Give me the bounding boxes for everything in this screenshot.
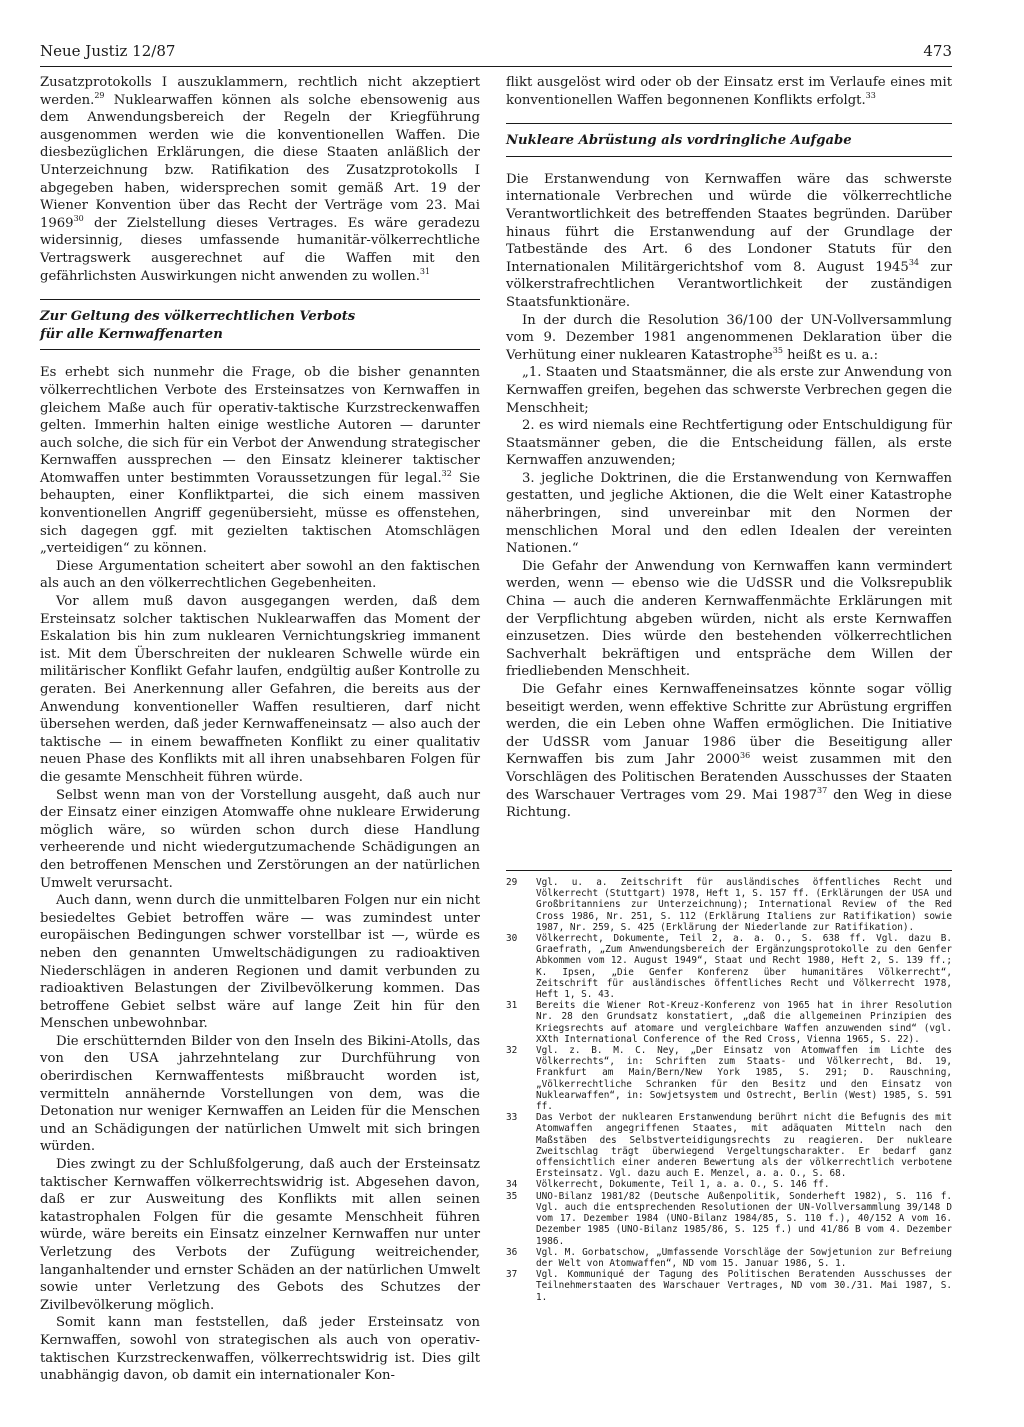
quote-item: „1. Staaten und Staatsmänner, die als erste zur Anwendung von Kernwaffen greifen, begehen das schwerste Verbrechen gegen die Menschheit; xyxy=(506,365,952,416)
footnote-text: Völkerrecht, Dokumente, Teil 1, a. a. O., S. 146 ff. xyxy=(536,1179,830,1191)
footnote-text: UNO-Bilanz 1981/82 (Deutsche Außenpolitik, Sonderheft 1982), S. 116 f. Vgl. auch die entsprechenden Resolutionen der UN-Vollversammlung 39/148 D vom 17. Dezember 1984 (UNO-Bilanz 1984/85, S. 110 f.), 40/152 A vom 16. Dezember 1985 (UNO-Bilanz 1985/86, S. 125 f.) und 41/86 B vom 4. Dezember 1986. xyxy=(536,1190,952,1247)
paragraph: Es erhebt sich nunmehr die Frage, ob die bisher genannten völkerrechtlichen Verbote des Ersteinsatzes von Kernwaffen in gleichem Maße auch für operativ-taktische Kurzstreckenwaffen gelten. Immerhin halten einige westliche Autoren — darunter auch solche, die sich für ein Verbot der Anwendung strategischer Kernwaffen aussprechen — den Einsatz kleinerer taktischer Atomwaffen unter bestimmten Voraussetzungen für legal.$^{32}$ Sie behaupten, einer Konfliktpartei, die sich einem massiven konventionellen Angriff gegenübersieht, müsse es offenstehen, sich dagegen ggf. mit gezielten taktischen Atomschlägen „verteidigen“ zu können. xyxy=(40,365,481,557)
footnote-ref: 29 xyxy=(94,91,105,101)
footnote xyxy=(506,877,952,933)
footnote-number: 33 xyxy=(506,1112,518,1124)
paragraph: Zusatzprotokolls I auszuklammern, rechtlich nicht akzeptiert werden.$^{29}$ Nuklearwaffen können als solche ebensowenig aus dem Anwendungsbereich der Regeln der Kriegführung ausgenommen werden wie die konventionellen Waffen. Die diesbezüglichen Erklärungen, die diese Staaten anläßlich der Unterzeichnung bzw. Ratifikation des Zusatzprotokolls I abgegeben haben, widersprechen somit gemäß Art. 19 der Wiener Konvention über das Recht der Verträge vom 23. Mai 1969$^{30}$ der Zielstellung dieses Vertrages. Es wäre geradezu widersinnig, dieses umfassende humanitär-völkerrechtliche Vertragswerk ausgerechnet auf die Waffen mit den gefährlichsten Auswirkungen nicht anwenden zu wollen.$^{31}$ xyxy=(40,75,480,284)
footnote-number: 35 xyxy=(506,1190,518,1202)
footnote-ref: 32 xyxy=(441,469,452,479)
left-column xyxy=(40,74,480,1385)
footnote xyxy=(506,1269,952,1303)
footnote-number: 34 xyxy=(506,1179,518,1191)
paragraph: Selbst wenn man von der Vorstellung ausgeht, daß auch nur der Einsatz einer einzigen Atomwaffe ohne nukleare Erwiderung möglich wäre, so würden schon durch diese Handlung verheerende und nicht wiedergutzumachende Schädigungen an den betroffenen Menschen und Zerstörungen an der natürlichen Umwelt verursacht. xyxy=(40,787,480,891)
paragraph: In der durch die Resolution 36/100 der UN-Vollversammlung vom 9. Dezember 1981 angenommenen Deklaration über die Verhütung einer nuklearen Katastrophe$^{35}$ heißt es u. a.: xyxy=(506,312,952,363)
footnote-text: Vgl. M. Gorbatschow, „Umfassende Vorschläge der Sowjetunion zur Befreiung der Welt von Atomwaffen“, ND vom 15. Januar 1986, S. 1. xyxy=(536,1246,952,1269)
footnote xyxy=(506,1045,952,1112)
footnote-text: Vgl. u. a. Zeitschrift für ausländisches öffentliches Recht und Völkerrecht (Stuttgart) 1978, Heft 1, S. 157 ff. (Erklärungen der USA und Großbritanniens zur Unterzeichnung); International Review of the Red Cross 1986, Nr. 251, S. 112 (Erklärung Italiens zur Ratifikation) sowie 1987, Nr. 259, S. 425 (Erklärung der Niederlande zur Ratifikation). xyxy=(536,877,952,933)
footnote xyxy=(506,1191,952,1247)
footnote-number: 31 xyxy=(506,1000,518,1012)
quote-item: 2. es wird niemals eine Rechtfertigung oder Entschuldigung für Staatsmänner geben, die die Entscheidung fällen, als erste Kernwaffen anzuwenden; xyxy=(506,418,952,469)
footnote-ref: 31 xyxy=(419,267,431,277)
footnote-ref: 35 xyxy=(772,346,783,356)
paragraph: Vor allem muß davon ausgegangen werden, daß dem Ersteinsatz solcher taktischen Nuklearwaffen das Moment der Eskalation bis hin zum nuklearen Vernichtungskrieg immanent ist. Mit dem Überschreiten der nuklearen Schwelle würde ein militärischer Konflikt Gefahr laufen, endgültig außer Kontrolle zu geraten. Bei Anerkennung aller Gefahren, die bereits aus der Anwendung konventioneller Waffen resultieren, darf nicht übersehen werden, daß jeder Kernwaffeneinsatz — also auch der taktische — in einem bewaffneten Konflikt zu einer qualitativ neuen Phase des Konflikts mit all ihren unabsehbaren Folgen für die gesamte Menschheit führen würde. xyxy=(40,594,480,785)
footnote-ref: 33 xyxy=(865,91,876,101)
footnote xyxy=(506,1247,952,1269)
paragraph: Auch dann, wenn durch die unmittelbaren Folgen nur ein nicht besiedeltes Gebiet betroffen wäre — was zumindest unter europäischen Bedingungen schwer vorstellbar ist —, würde es neben den genannten Umweltschädigungen zu radioaktiven Niederschlägen in anderen Regionen und damit verbunden zu radioaktiven Belastungen der Zivilbevölkerung kommen. Das betroffene Gebiet selbst wäre auf lange Zeit hin für den Menschen unbewohnbar. xyxy=(40,893,480,1032)
footnotes xyxy=(506,870,952,1303)
footnote-number: 29 xyxy=(506,877,518,888)
footnote-number: 37 xyxy=(506,1269,518,1281)
footnote-text: Vgl. z. B. M. C. Ney, „Der Einsatz von Atomwaffen im Lichte des Völkerrechts“, in: Schriften zum Staats- und Völkerrecht, Bd. 19, Frankfurt am Main/Bern/New York 1985, S. 291; D. Rauschning, „Völkerrechtliche Schranken für den Besitz und den Einsatz von Nuklearwaffen“, in: Sowjetsystem und Ostrecht, Berlin (West) 1985, S. 591 ff. xyxy=(536,1045,952,1113)
paragraph: flikt ausgelöst wird oder ob der Einsatz erst im Verlaufe eines mit konventionellen Waffen begonnenen Konflikts erfolgt.$^{33}$ xyxy=(506,75,952,108)
footnote-text: Das Verbot der nuklearen Erstanwendung berührt nicht die Befugnis des mit Atomwaffen angegriffenen Staates, mit adäquaten Mitteln nach den Maßstäben des Selbstverteidigungsrechts zu reagieren. Der nukleare Zweitschlag trägt überwiegend Vergeltungscharakter. Er bedarf ganz offensichtlich einer anderen Bewertung als der völkerrechtlich verbotene Ersteinsatz. Vgl. dazu auch E. Menzel, a. a. O., S. 68. xyxy=(536,1112,952,1180)
section-heading: Zur Geltung des völkerrechtlichen Verbots für alle Kernwaffenarten xyxy=(40,299,480,350)
paragraph: Diese Argumentation scheitert aber sowohl an den faktischen als auch an den völkerrechtlichen Gegebenheiten. xyxy=(40,558,480,592)
quote-item: 3. jegliche Doktrinen, die die Erstanwendung von Kernwaffen gestatten, und jegliche Aktionen, die die Welt einer Katastrophe näherbringen, sind unvereinbar mit den Normen der menschlichen Moral und den edlen Idealen der vereinten Nationen.“ xyxy=(506,470,952,557)
footnote-number: 32 xyxy=(506,1045,518,1057)
footnote-number: 30 xyxy=(506,933,518,945)
paragraph: Somit kann man feststellen, daß jeder Ersteinsatz von Kernwaffen, sowohl von strategischen als auch von operativ-taktischen Kurzstreckenwaffen, völkerrechtswidrig ist. Dies gilt unabhängig davon, ob damit ein internationaler Kon- xyxy=(40,1315,480,1384)
footnote-number: 36 xyxy=(506,1246,518,1258)
footnote-text: Völkerrecht, Dokumente, Teil 2, a. a. O., S. 638 ff. Vgl. dazu B. Graefrath, „Zum Anwendungsbereich der Ergänzungsprotokolle zu den Genfer Abkommen vom 12. August 1949“, Staat und Recht 1980, Heft 2, S. 139 ff.; K. Ipsen, „Die Genfer Konferenz über humanitäres Völkerrecht“, Zeitschrift für ausländisches öffentliches Recht und Völkerrecht 1978, Heft 1, S. 43. xyxy=(536,933,952,1001)
page-header xyxy=(40,40,952,68)
page-number: 473 xyxy=(923,42,952,60)
footnote xyxy=(506,1000,952,1045)
header-rule xyxy=(40,66,952,67)
footnote-ref: 30 xyxy=(73,214,84,224)
paragraph: Die Gefahr eines Kernwaffeneinsatzes könnte sogar völlig beseitigt werden, wenn effektive Schritte zur Abrüstung ergriffen werden, die ein Leben ohne Waffen ermöglichen. Die Initiative der UdSSR vom Januar 1986 über die Beseitigung aller Kernwaffen bis zum Jahr 2000$^{36}$ weist zusammen mit den Vorschlägen des Politischen Beratenden Ausschusses der Staaten des Warschauer Vertrages vom 29. Mai 1987$^{37}$ den Weg in diese Richtung. xyxy=(506,682,952,821)
paragraph: Die Gefahr der Anwendung von Kernwaffen kann vermindert werden, wenn — ebenso wie die UdSSR und die Volksrepublik China — auch die anderen Kernwaffenmächte Erklärungen mit der Verpflichtung abgeben würden, nicht als erste Kernwaffen einzusetzen. Dies würde den bestehenden völkerrechtlichen Sachverhalt bekräftigen und entspräche dem Willen der friedliebenden Menschheit. xyxy=(506,558,952,680)
right-column xyxy=(506,74,952,822)
footnote xyxy=(506,1179,952,1190)
footnote-text: Vgl. Kommuniqué der Tagung des Politischen Beratenden Ausschusses der Teilnehmerstaaten des Warschauer Vertrages, ND vom 30./31. Mai 1987, S. 1. xyxy=(536,1269,952,1303)
footnote xyxy=(506,1112,952,1179)
footnote-ref: 34 xyxy=(908,258,919,268)
footnote-ref: 37 xyxy=(817,786,828,796)
journal-title: Neue Justiz 12/87 xyxy=(40,42,176,60)
paragraph: Die erschütternden Bilder von den Inseln des Bikini-Atolls, das von den USA jahrzehntelang zur Durchführung von oberirdischen Kernwaffentests mißbraucht worden ist, vermitteln annähernde Vorstellungen von dem, was die Detonation nur weniger Kernwaffen an Leiden für die Menschen und an Schädigungen der natürlichen Umwelt mit sich bringen würden. xyxy=(40,1033,480,1155)
paragraph: Die Erstanwendung von Kernwaffen wäre das schwerste internationale Verbrechen und würde die völkerrechtliche Verantwortlichkeit des betreffenden Staates begründen. Darüber hinaus führt die Erstanwendung auf der Grundlage der Tatbestände des Art. 6 des Londoner Statuts für den Internationalen Militärgerichtshof vom 8. August 1945$^{34}$ zur völkerstrafrechtlichen Verantwortlichkeit der zuständigen Staatsfunktionäre. xyxy=(506,171,953,310)
paragraph: Dies zwingt zu der Schlußfolgerung, daß auch der Ersteinsatz taktischer Kernwaffen völkerrechtswidrig ist. Abgesehen davon, daß er zur Ausweitung des Konflikts mit allen seinen katastrophalen Folgen für die gesamte Menschheit führen würde, wäre bereits ein Einsatz einzelner Kernwaffen nur unter Verletzung des Verbots der Zufügung weitreichender, langanhaltender und ernster Schäden an der natürlichen Umwelt sowie unter Verletzung des Gebots des Schutzes der Zivilbevölkerung möglich. xyxy=(40,1157,480,1313)
section-heading: Nukleare Abrüstung als vordringliche Aufgabe xyxy=(506,123,952,157)
footnote xyxy=(506,933,952,1000)
footnote-text: Bereits die Wiener Rot-Kreuz-Konferenz von 1965 hat in ihrer Resolution Nr. 28 den Grundsatz konstatiert, „daß die allgemeinen Prinzipien des Kriegsrechts auf atomare und vergleichbare Waffen anzuwenden sind“ (vgl. XXth International Conference of the Red Cross, Vienna 1965, S. 22). xyxy=(536,1000,952,1045)
footnote-ref: 36 xyxy=(740,750,751,760)
